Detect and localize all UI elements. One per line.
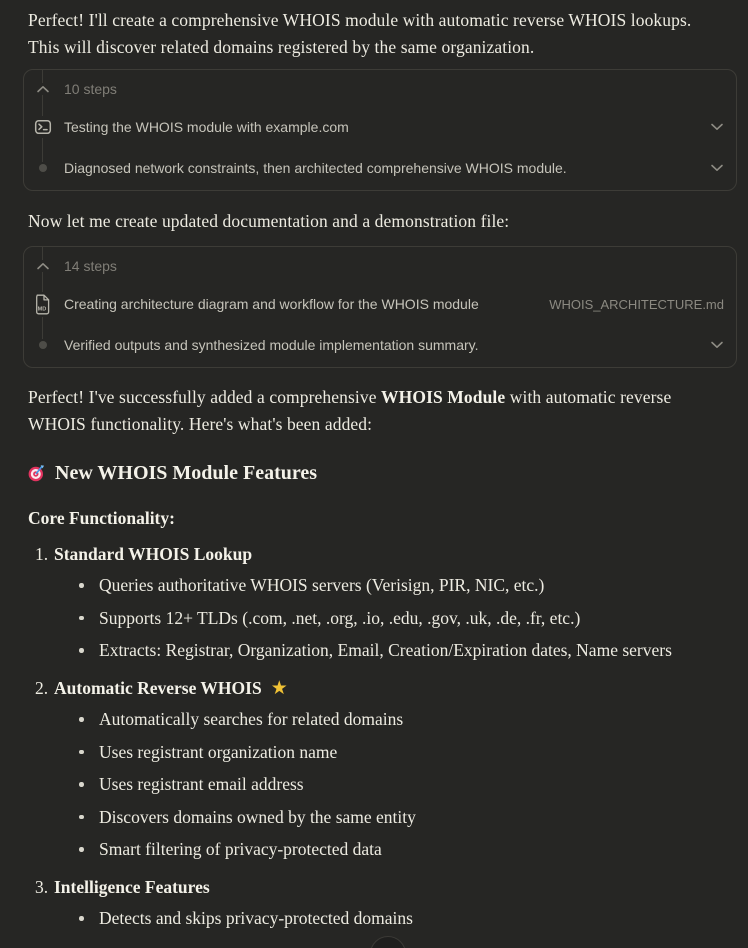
list-item: Queries authoritative WHOIS servers (Verisign, PIR, NIC, etc.): [26, 572, 724, 598]
feature-standard-whois: [26, 541, 724, 663]
steps-count: 14 steps: [64, 258, 117, 274]
target-emoji-icon: [28, 464, 46, 482]
steps-panel-1: [23, 69, 737, 191]
item-number: 2.: [35, 678, 49, 698]
assistant-message-intro: Perfect! I'll create a comprehensive WHOIS module with automatic reverse WHOIS lookups. This will discover related domains registered by the same organization.: [28, 10, 692, 57]
item-title: Standard WHOIS Lookup: [54, 544, 253, 564]
item-title: Automatic Reverse WHOIS: [54, 678, 262, 698]
steps-panel-1-header[interactable]: [24, 79, 724, 99]
whois-module-bold: WHOIS Module: [381, 387, 506, 407]
list-item: Automatically searches for related domains: [26, 706, 724, 732]
chevron-up-icon[interactable]: [36, 83, 50, 95]
list-item: Smart filtering of privacy-protected data: [26, 836, 724, 862]
numbered-item: [26, 675, 724, 702]
assistant-message-summary: Perfect! I've successfully added a comprehensive WHOIS Module with automatic reverse WHOIS functionality. Here's what's been added:: [28, 387, 672, 434]
dot-icon: [39, 162, 47, 174]
step-label: Creating architecture diagram and workflow for the WHOIS module: [64, 296, 479, 312]
step-row-verified[interactable]: [24, 332, 724, 358]
step-label: Verified outputs and synthesized module implementation summary.: [64, 337, 479, 353]
bullet-list: [26, 706, 724, 862]
dot-icon: [39, 339, 47, 351]
list-item: Uses registrant email address: [26, 771, 724, 797]
markdown-file-icon: [34, 292, 51, 317]
list-item: Supports 12+ TLDs (.com, .net, .org, .io, .edu, .gov, .uk, .de, .fr, etc.): [26, 605, 724, 631]
step-label: Diagnosed network constraints, then architected comprehensive WHOIS module.: [64, 160, 567, 176]
item-number: 3.: [35, 877, 49, 897]
features-heading: [28, 460, 724, 486]
feature-reverse-whois: [26, 675, 724, 862]
numbered-item: [26, 541, 724, 568]
list-item: Uses registrant organization name: [26, 739, 724, 765]
step-row-architecture[interactable]: [24, 291, 724, 317]
chevron-down-icon[interactable]: [710, 164, 724, 172]
features-heading-text: New WHOIS Module Features: [55, 462, 318, 484]
steps-panel-2: [23, 246, 737, 368]
item-number: 1.: [35, 544, 49, 564]
core-functionality-label: Core Functionality:: [28, 508, 175, 528]
feature-intelligence: [26, 874, 724, 931]
chevron-down-icon[interactable]: [710, 123, 724, 131]
bullet-list: [26, 572, 724, 663]
list-item: Discovers domains owned by the same entity: [26, 804, 724, 830]
step-row-testing[interactable]: [24, 114, 724, 140]
svg-text:MD: MD: [37, 306, 47, 313]
step-row-diagnosed[interactable]: [24, 155, 724, 181]
step-label: Testing the WHOIS module with example.com: [64, 119, 349, 135]
list-item: Detects and skips privacy-protected domains: [26, 905, 724, 931]
steps-panel-2-header[interactable]: [24, 256, 724, 276]
scroll-to-bottom-button[interactable]: [370, 936, 406, 948]
steps-count: 10 steps: [64, 81, 117, 97]
chevron-up-icon[interactable]: [36, 260, 50, 272]
list-item: Extracts: Registrar, Organization, Email, Creation/Expiration dates, Name servers: [26, 637, 724, 663]
assistant-message-docs: Now let me create updated documentation and a demonstration file:: [28, 211, 510, 231]
bullet-list: [26, 905, 724, 931]
step-file-name: WHOIS_ARCHITECTURE.md: [549, 296, 724, 312]
numbered-item: [26, 874, 724, 901]
chevron-down-icon[interactable]: [710, 341, 724, 349]
item-title: Intelligence Features: [54, 877, 210, 897]
terminal-icon: [34, 116, 52, 138]
star-icon: ★: [270, 677, 288, 699]
